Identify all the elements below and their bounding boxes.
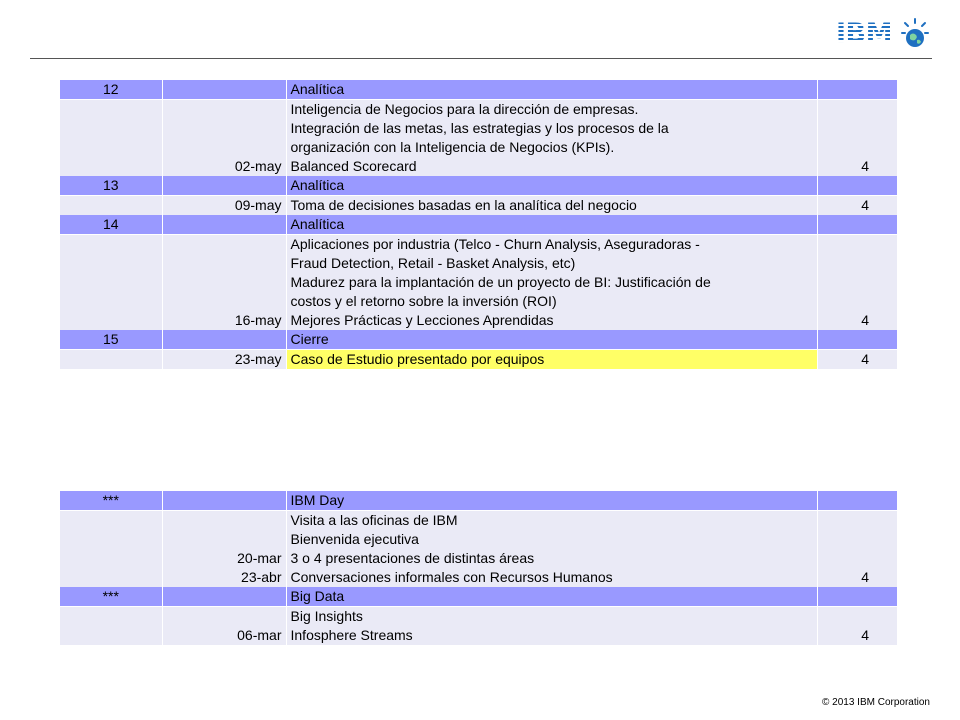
session-content-line: Infosphere Streams (290, 627, 413, 643)
section-topic: Analítica (286, 176, 817, 196)
empty-cell (162, 176, 286, 196)
empty-cell (817, 176, 897, 196)
session-number: 15 (60, 330, 162, 350)
session-content (286, 196, 817, 216)
section-topic: Big Data (286, 587, 817, 607)
session-content (286, 100, 817, 177)
session-content-line: Caso de Estudio presentado por equipos (290, 351, 545, 367)
session-date: 16-may (162, 235, 286, 331)
empty-cell (162, 215, 286, 235)
session-content-line: Madurez para la implantación de un proyecto de BI: Justificación de (290, 274, 711, 290)
empty-cell (162, 587, 286, 607)
session-content (286, 235, 817, 331)
session-detail-row (60, 100, 897, 177)
session-content (286, 511, 817, 588)
section-header-row (60, 80, 897, 100)
session-hours: 4 (817, 100, 897, 177)
globe-icon (900, 18, 930, 50)
session-content-line: Fraud Detection, Retail - Basket Analysis, etc) (290, 255, 576, 271)
empty-cell (60, 100, 162, 177)
header-divider (30, 58, 932, 59)
session-number: *** (60, 491, 162, 511)
section-header-row (60, 215, 897, 235)
empty-cell (60, 196, 162, 216)
session-detail-row (60, 350, 897, 370)
session-number: 12 (60, 80, 162, 100)
schedule-table-1 (60, 80, 897, 369)
copyright-text: © 2013 IBM Corporation (822, 697, 930, 708)
empty-cell (817, 587, 897, 607)
section-topic: Cierre (286, 330, 817, 350)
section-topic: Analítica (286, 215, 817, 235)
empty-cell (817, 491, 897, 511)
session-date-line: 20-mar (237, 550, 282, 566)
session-content (286, 350, 817, 370)
session-hours: 4 (817, 235, 897, 331)
ibm-logo (836, 18, 936, 50)
empty-cell (817, 215, 897, 235)
session-date: 06-mar (162, 607, 286, 646)
empty-cell (817, 80, 897, 100)
session-hours: 4 (817, 607, 897, 646)
session-hours: 4 (817, 196, 897, 216)
session-content-line: Integración de las metas, las estrategias y los procesos de la (290, 120, 669, 136)
section-topic: Analítica (286, 80, 817, 100)
session-content-line: Big Insights (290, 608, 363, 624)
session-hours: 4 (817, 350, 897, 370)
session-hours: 4 (817, 511, 897, 588)
session-content (286, 607, 817, 646)
session-date: 02-may (162, 100, 286, 177)
session-content-line: Inteligencia de Negocios para la dirección de empresas. (290, 101, 639, 117)
empty-cell (162, 491, 286, 511)
section-topic: IBM Day (286, 491, 817, 511)
session-content-line: Conversaciones informales con Recursos Humanos (290, 569, 613, 585)
session-detail-row (60, 511, 897, 588)
empty-cell (60, 511, 162, 588)
schedule-table-2 (60, 491, 897, 645)
session-date: 09-may (162, 196, 286, 216)
empty-cell (162, 330, 286, 350)
session-date: 23-may (162, 350, 286, 370)
session-content-line: Bienvenida ejecutiva (290, 531, 419, 547)
session-content-line: Visita a las oficinas de IBM (290, 512, 458, 528)
section-header-row (60, 587, 897, 607)
section-header-row (60, 491, 897, 511)
session-detail-row (60, 196, 897, 216)
ibm-logo-text: IBM (836, 18, 892, 49)
session-date-line: 23-abr (241, 569, 282, 585)
session-number: 13 (60, 176, 162, 196)
session-content-line: Aplicaciones por industria (Telco - Churn Analysis, Aseguradoras - (290, 236, 700, 252)
session-content-line: Balanced Scorecard (290, 158, 417, 174)
session-number: *** (60, 587, 162, 607)
session-content-line: costos y el retorno sobre la inversión (ROI) (290, 293, 557, 309)
empty-cell (162, 80, 286, 100)
section-header-row (60, 330, 897, 350)
empty-cell (60, 235, 162, 331)
empty-cell (817, 330, 897, 350)
empty-cell (60, 607, 162, 646)
session-content-line: organización con la Inteligencia de Negocios (KPIs). (290, 139, 615, 155)
session-detail-row (60, 235, 897, 331)
session-detail-row (60, 607, 897, 646)
empty-cell (60, 350, 162, 370)
session-date (162, 511, 286, 588)
section-header-row (60, 176, 897, 196)
session-content-line: 3 o 4 presentaciones de distintas áreas (290, 550, 535, 566)
session-content-line: Mejores Prácticas y Lecciones Aprendidas (290, 312, 554, 328)
session-content-line: Toma de decisiones basadas en la analítica del negocio (290, 197, 637, 213)
session-number: 14 (60, 215, 162, 235)
